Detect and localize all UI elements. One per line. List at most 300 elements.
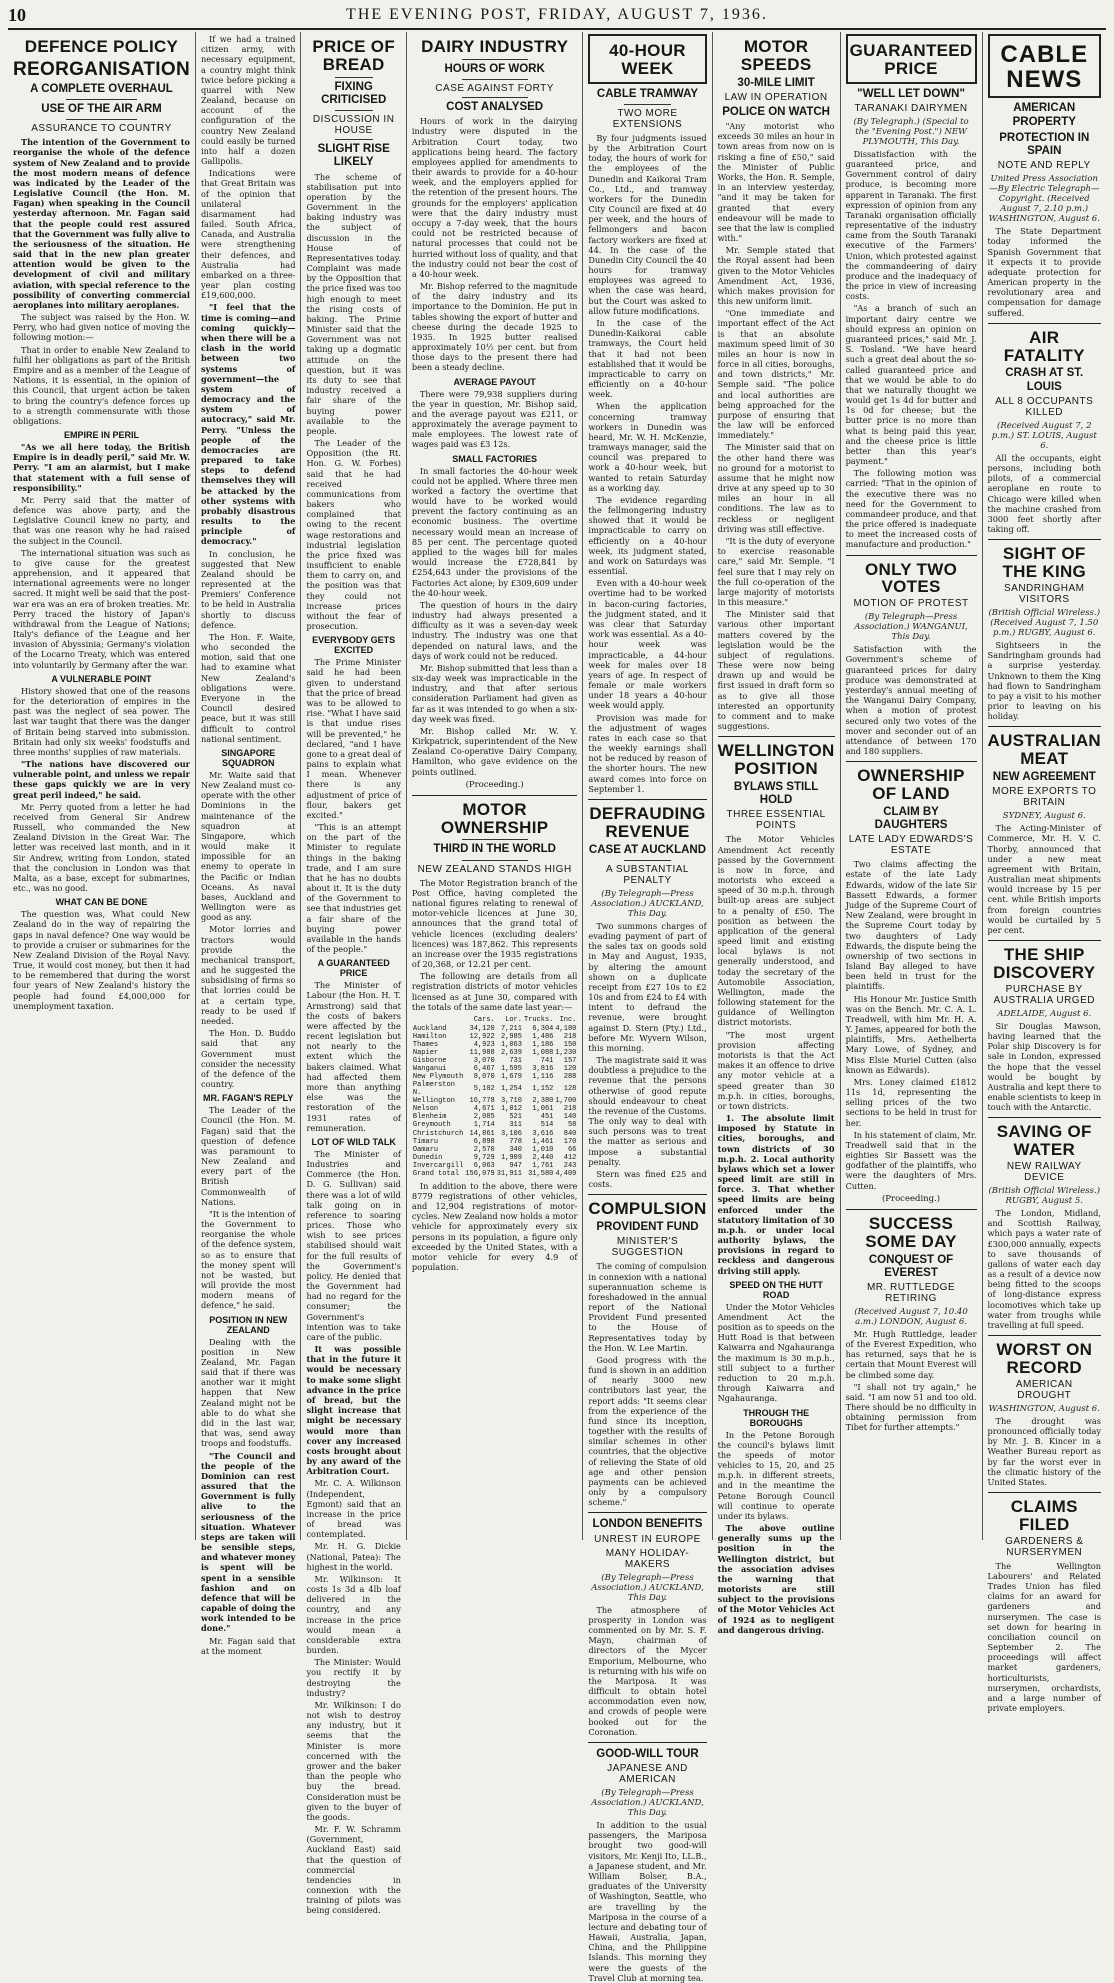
subhead-2: TARANAKI DAIRYMEN [854, 102, 968, 114]
columns [8, 32, 1106, 1983]
column-defence-policy [8, 32, 195, 1540]
table-cell: 8,070 [473, 1073, 495, 1082]
subhead: FIXING CRITICISED [321, 80, 387, 106]
table-cell: 741 [540, 1057, 554, 1066]
table-cell: Auckland [412, 1024, 447, 1033]
section-heading: EMPIRE IN PERIL [63, 430, 139, 441]
article-paragraph: The State Department today informed the Spanish Government that it expects it to provide adequate protection for American property in the revolutionary area and compensation for damage suffered. [987, 226, 1102, 318]
section-heading: EVERYBODY GETS EXCITED [312, 635, 396, 656]
section-heading: WHAT CAN BE DONE [55, 897, 148, 908]
subhead-2: MORE EXPORTS TO BRITAIN [992, 786, 1097, 809]
table-cell: 288 [563, 1073, 577, 1082]
table-row [412, 1146, 577, 1154]
table-cell: 3,106 [500, 1129, 522, 1138]
subhead-2: LATE LADY EDWARDS'S ESTATE [848, 834, 974, 857]
table-header-cell: Cars. [473, 1015, 495, 1024]
table-cell: 2,570 [473, 1145, 495, 1154]
table-cell: 31,580 [528, 1169, 554, 1178]
subhead-3: NOTE AND REPLY [997, 160, 1091, 172]
article-paragraph: Mr. Waite said that New Zealand must co-operate with the other Dominions in the maintenance of the squadron at Singapore, which would make it impossible for an enemy to operate in the Pacific or Indian Oceans. As naval bases, Auckland and Wellington were as good as any. [200, 769, 296, 923]
dateline: (By Telegraph.) (Special to the "Evening Post.") NEW PLYMOUTH, This Day. [853, 116, 969, 147]
table-cell: 4,923 [473, 1041, 495, 1049]
article-paragraph: The following motion was carried: "That in the opinion of the executive there was no need for the Government to commandeer produce, and that the price offered is inadequate to meet the increased costs of manufacture and production." [845, 468, 977, 550]
headline-everest: SUCCESS SOME DAY [865, 1213, 957, 1251]
article-divider [588, 1512, 706, 1513]
article-paragraph: In addition to the above, there were 8779 registrations of other vehicles, and 12,904 registrations of motor-cycles. New Zealand now holds a motor vehicle for approximately every six persons in its population, a figure only exceeded by the United States, with a motor vehicle for every 4.9 of population. [411, 1180, 578, 1273]
table-cell: 1,088 [532, 1049, 554, 1058]
article-divider [846, 555, 977, 556]
article-divider [988, 1335, 1102, 1336]
article-divider [988, 1117, 1102, 1118]
table-row [412, 1097, 577, 1105]
table-row [412, 1049, 577, 1057]
headline-discovery: THE SHIP DISCOVERY [993, 945, 1096, 982]
article-paragraph: The Hon. D. Buddo said that any Government must consider the necessity of the defence of the country. [200, 1028, 296, 1090]
table-header-cell: Lor. [505, 1015, 522, 1024]
headline: CABLE NEWS [1000, 41, 1089, 94]
table-cell: 840 [563, 1129, 577, 1138]
article-paragraph: The magistrate said it was doubtless a prejudice to the revenue that the persons otherwise of good repute should endeavour to cheat the revenue of the Customs. The only way to deal with such persons was to treat the matter as serious and impose a substantial penalty. [588, 1055, 707, 1167]
column-motor-speeds [712, 32, 840, 1635]
subhead: JAPANESE AND AMERICAN [607, 1763, 688, 1786]
table-cell: 3,710 [500, 1097, 522, 1106]
table-cell: Oamaru [412, 1145, 439, 1154]
subhead: BYLAWS STILL HOLD [733, 780, 819, 807]
headline-wellington: WELLINGTON POSITION [717, 741, 835, 779]
column-price-of-bread [300, 32, 405, 1916]
table-cell: Nelson [412, 1105, 439, 1114]
subhead: AMERICAN PROPERTY [1012, 102, 1076, 128]
divider [335, 110, 373, 111]
table-cell: 218 [563, 1032, 577, 1041]
table-row [412, 1033, 577, 1041]
column-dairy-industry [406, 32, 582, 1540]
headline-drought: WORST ON RECORD [996, 1340, 1093, 1377]
table-cell: 11,988 [469, 1049, 495, 1058]
article-paragraph: Mr. F. W. Schramm (Government, Auckland East) said that the question of commercial tendencies in connexion with the training of pilots was being considered. [306, 1824, 401, 1916]
dateline: (Received August 7, 10.40 a.m.) LONDON, August 6. [854, 1306, 968, 1327]
divider [624, 860, 671, 861]
subhead: CONQUEST OF EVEREST [868, 1253, 954, 1279]
table-cell: 58 [567, 1121, 577, 1130]
subhead: NEW RAILWAY DEVICE [1006, 1161, 1082, 1184]
table-cell: 1,061 [532, 1105, 554, 1114]
table-cell: 2,440 [532, 1153, 554, 1162]
headline-box [588, 34, 706, 84]
table-cell: 311 [509, 1121, 522, 1130]
article-paragraph: All the occupants, eight persons, including both pilots, of a commercial aeroplane en route to Chicago were killed when the machine crashed from 3000 feet shortly after taking off. [987, 452, 1102, 535]
section-heading: POSITION IN NEW ZEALAND [209, 1314, 288, 1335]
article-paragraph: If we had a trained citizen army, with necessary equipment, a country might think twice before picking a quarrel with New Zealand, because on account of the configuration of the country New Zealand could easily be turned into half a dozen Gallipolis. [200, 34, 296, 167]
table-cell: 1,186 [532, 1041, 554, 1049]
subhead: PURCHASE BY AUSTRALIA URGED [993, 983, 1095, 1006]
table-cell: 6,898 [473, 1137, 495, 1146]
article-paragraph: Satisfaction with the Government's scheme of guaranteed prices for dairy produce was demonstrated at yesterday's annual meeting of the Wanganui Dairy Company, when a motion of protest secured only two votes of the mover and seconder out of an attendance of between 170 and 180 suppliers. [845, 644, 977, 757]
table-cell: 3,070 [473, 1057, 495, 1066]
headline-king: SIGHT OF THE KING [1002, 544, 1087, 582]
article-paragraph: "I shall not try again," he said. "I am now 51 and too old. There should be no difficulty in obtaining permission from Tibet for further attempts." [845, 1381, 977, 1433]
table-cell: Napier [412, 1049, 439, 1058]
article-paragraph: "It is the duty of everyone to exercise reasonable care," said Mr. Semple. "I feel sure that I may rely on the full co-operation of the large majority of motorists in this measure." [717, 536, 835, 608]
article-divider [412, 795, 577, 796]
table-cell: 1,063 [500, 1041, 522, 1049]
divider [462, 59, 528, 60]
dateline: United Press Association—By Electric Telegraph—Copyright. (Received August 7, 2.10 p.m.) WASHINGTON, August 6. [988, 174, 1100, 225]
table-cell: 521 [509, 1113, 522, 1122]
subhead-2: CASE AGAINST FORTY [435, 83, 554, 95]
table-cell: 778 [509, 1137, 522, 1146]
headline-box [846, 34, 977, 84]
table-cell: 170 [563, 1137, 577, 1146]
article-paragraph: Mr. Perry said that the matter of defence was above party, and the Legislative Council knew no party, and that was one reason why he had raised the subject in the Council. [13, 494, 190, 546]
table-row [412, 1065, 577, 1073]
article-paragraph: Dealing with the position in New Zealand, Mr. Fagan said that if there was another war it might happen that New Zealand might not be able to do what she did in the last war, that was, send away troops and foodstuffs. [200, 1336, 296, 1449]
subhead-2: MR. RUTTLEDGE RETIRING [866, 1281, 956, 1304]
table-cell: Grand total [412, 1169, 460, 1178]
table-cell: Wellington [412, 1097, 455, 1106]
table-cell: Timaru [412, 1137, 439, 1146]
article-paragraph: 1. The absolute limit imposed by Statute in cities, boroughs, and town districts of 30 m.p.h. 2. Local authority bylaws which set a lower speed limit are still in force. 3. That whether speed limits are being enforced under the statutory limitation of 30 m.p.h. or under local authority bylaws, the provisions in regard to reckless and dangerous driving still apply. [717, 1113, 835, 1276]
table-cell: New Plymouth [412, 1073, 464, 1082]
table-cell: 5,102 [473, 1085, 495, 1094]
article-paragraph: The Prime Minister said he had been given to understand that the price of bread was to be allowed to rise. "What I have said is that undue rises will be prevented," he declared, "and I have gone to a great deal of pains to explain what I mean. Whenever there is any adjustment of price of flour, bakers get excited." [306, 657, 401, 820]
table-row [412, 1041, 577, 1049]
table-cell: 6,304 [532, 1024, 554, 1033]
table-cell: 731 [509, 1057, 522, 1066]
article-paragraph: Provision was made for the adjustment of wages rates in each case so that the weekly earnings shall not be reduced by reason of the shorter hours. The new award comes into force on September 1. [588, 712, 707, 794]
article-paragraph: Indications were that Great Britain was of the opinion that unilateral disarmament had failed. South Africa, Canada, and Australia were strengthening their defences, and Australia had embarked on a three-year plan costing £19,600,000. [200, 168, 296, 301]
article-paragraph: Two claims affecting the estate of the late Lady Edwards, widow of the late Sir Bassett Edwards, a former Judge of the Supreme Court of New Zealand, were brought in the Supreme Court today by two daughters of Lady Edwards, the dispute being the ownership of two sections in Island Bay alleged to have been held in trust for the plaintiffs. [845, 859, 977, 992]
headline-2: REORGANISATION [13, 58, 190, 80]
headline-box [988, 34, 1102, 98]
article-paragraph: Mr. Wilkinson: I do not wish to destroy any industry, but it seems that the Minister is more concerned with the grower and the baker than the people who buy the bread. Consideration must be given to the buyer of the goods. [306, 1699, 401, 1822]
subhead: CASE AT AUCKLAND [588, 843, 707, 856]
table-header-cell [412, 1015, 464, 1025]
headline-london: LONDON BENEFITS [592, 1518, 703, 1531]
article-paragraph: Mr. Hugh Ruttledge, leader of the Everest Expedition, who has returned, says that he is certain that Mount Everest will be climbed some day. [845, 1328, 977, 1380]
article-paragraph: Sir Douglas Mawson, having learned that the Polar ship Discovery is for sale in London, expressed the hope that the vessel would be bought by Australia and kept there to enable scientists to keep in touch with the Antarctic. [987, 1020, 1102, 1113]
headline-air-fatality: AIR FATALITY [1003, 327, 1085, 365]
table-cell: 243 [563, 1161, 577, 1170]
article-paragraph: The Wellington Labourers' and Related Trades Union has filed claims for an award for gardeners and nurserymen. The case is set down for hearing in conciliation council on September 2. The proceedings will affect market gardeners, horticulturists, nurserymen, orchardists, and a large number of private employers. [987, 1560, 1102, 1714]
section-heading: SINGAPORE SQUADRON [221, 747, 276, 768]
headline: DEFENCE POLICY [24, 37, 179, 56]
article-paragraph: Under the Motor Vehicles Amendment Act the position as to speeds on the Hutt Road is that between Kaiwarra and Ngahauranga the maximum is 30 m.p.h., still subject to a further reduction to 20 m.p.h. through Kaiwarra and Ngahauranga. [717, 1301, 835, 1404]
article-paragraph: Mr. Perry quoted from a letter he had received from General Sir Andrew Russell, who commanded the New Zealand Division in the Great War. The letter was received last month, and in it Sir Andrew, writing from London, stated that the conclusion in London was that Malta, as a base, except for submarines, etc., was no good. [13, 801, 190, 894]
article-paragraph: Mr. Semple stated that the Royal assent had been given to the Motor Vehicles Amendment Act, 1936, which makes provision for this new uniform limit. [717, 245, 835, 307]
article-paragraph: The evidence regarding the fellmongering industry showed that it would be impracticable to carry on efficiently on a 40-hour week, its judgment stated, and work on Saturdays was essential. [588, 494, 707, 577]
table-cell: 1,116 [532, 1073, 554, 1082]
headline-ownership: OWNERSHIP OF LAND [857, 766, 965, 804]
article-paragraph: The Minister of Labour (the Hon. H. T. Armstrong) said that the costs of bakers were affected by the recent legislation but not nearly to the extent which the bakers claimed. What had affected them more than anything else was the restoration of the 1931 rates of remuneration. [306, 980, 401, 1133]
subhead: SANDRINGHAM VISITORS [1004, 582, 1085, 605]
article-paragraph: By four judgments issued by the Arbitration Court today, the hours of work for the employees of the Dunedin and Kaikorai Tram Co., Ltd., and tramway workers for the Dunedin City Council are fixed at 40 per week, and the hours of fellmongers and bacon factory workers are fixed at 44. In the case of the Dunedin City Council the 40 hours for tramway employees was agreed to when the case was heard, but the Court was asked to allow future modifications. [588, 132, 707, 316]
column-defence-continued [195, 32, 300, 1656]
article-paragraph: The subject was raised by the Hon. W. Perry, who had given notice of moving the following motion:— [13, 312, 190, 343]
article-paragraph: Two summons charges of evading payment of part of the sales tax on goods sold in May and August, 1935, by altering the amount shown on a duplicate receipt from £27 10s to £2 10s and from £24 to £4 with intent to defraud the revenue, were brought against D. Stern (Pty.) Ltd., before Mr. Wyvern Wilson, this morning. [588, 920, 707, 1053]
article-paragraph: When the application concerning tramway workers in Dunedin was heard, Mr. W. H. McKenzie, tramways manager, said the council was prepared to work a 40-hour week, but wanted to retain Saturday as a working day. [588, 401, 707, 493]
section-heading: AVERAGE PAYOUT [453, 376, 536, 387]
subhead-2: TWO MORE EXTENSIONS [612, 107, 683, 130]
section-heading: SPEED ON THE HUTT ROAD [729, 1279, 823, 1300]
table-cell: 451 [540, 1113, 554, 1122]
table-header-cell: Inc. [559, 1015, 577, 1024]
divider [66, 119, 137, 120]
article-divider [588, 1194, 706, 1195]
table-cell: 150 [563, 1041, 577, 1049]
subhead-2: A SUBSTANTIAL PENALTY [605, 863, 689, 886]
article-paragraph: It was possible that in the future it would be necessary to make some slight advance in the price of bread, but the slight increase that might be necessary would more than cover any increased costs brought about by any award of the Arbitration Court. [306, 1344, 401, 1477]
subhead: GARDENERS & NURSERYMEN [1005, 1535, 1084, 1558]
article-divider [588, 799, 706, 800]
article-paragraph: The Motor Vehicles Amendment Act recently passed by the Government is now in force, and motorists who exceed a speed of 30 m.p.h. through built-up areas are subject to a penalty of £50. The position as between the application of the general speed limit and existing local bylaws is not generally understood, and today the secretary of the Automobile Association, Wellington, made the following statement for the guidance of Wellington district motorists. [717, 834, 835, 1028]
subhead-3: ASSURANCE TO COUNTRY [31, 123, 172, 135]
table-row [412, 1081, 577, 1097]
table-cell: Thames [412, 1041, 439, 1049]
subhead-3: POLICE ON WATCH [722, 105, 830, 118]
article-paragraph: Mr. Fagan said that at the moment [200, 1635, 296, 1656]
article-paragraph: "It is the intention of the Government to reorganise the whole of the defence system, so as to ensure that the money spent will not be wasted, but will provide the most modern means of defence," he said. [200, 1208, 296, 1311]
column-cable-news [982, 32, 1107, 1714]
dateline: SYDNEY, August 6. [1002, 811, 1086, 822]
table-cell: 2,085 [473, 1113, 495, 1122]
article-paragraph: The international situation was such as to give cause for the greatest apprehension, and it appeared that international agreements were no longer sacred. It might well be said that the post-war era was an era of broken treaties. Mr. Perry traced the history of Japan's withdrawal from the League of Nations; Italy's defiance of the League and her invasion of Abyssinia; Germany's violation of the Locarno Treaty, which was entered into voluntarily by Germany after the war. [13, 547, 190, 670]
subhead: "WELL LET DOWN" [857, 87, 965, 100]
article-divider [846, 761, 977, 762]
article-paragraph: The Minister said that on the other hand there was no ground for a motorist to assume that he might now drive at any speed up to 30 miles an hour in all conditions. The law as to reckless or negligent driving was still effective. [717, 442, 835, 534]
registration-table [412, 1015, 577, 1178]
table-cell: 9,729 [473, 1153, 495, 1162]
article-paragraph: In small factories the 40-hour week could not be applied. Where three men worked a factory the overtime that would have to be worked would prevent the factory continuing as an economic business. The overtime necessary would mean an increase of 85 per cent. The percentage quoted applied to the wages bill for males would increase the £728,841 by £254,643 under the provisions of the Factories Act alone; by £309,609 under the 40-hour week. [411, 465, 578, 598]
table-row [412, 1105, 577, 1113]
subhead-2: LAW IN OPERATION [724, 91, 828, 103]
table-total-row [412, 1170, 577, 1178]
table-cell: 2,985 [500, 1032, 522, 1041]
headline-water: SAVING OF WATER [996, 1122, 1092, 1160]
table-cell: 514 [540, 1121, 554, 1130]
article-paragraph: Sightseers in the Sandringham grounds had a surprise yesterday. Unknown to them the King had flown to Sandringham to pay a visit to his mother prior to leaving on his holiday. [987, 639, 1102, 722]
table-cell: 1,230 [555, 1049, 577, 1058]
article-paragraph: The question of hours in the dairy industry had always presented a difficulty as it was a seven-day week industry. The industry was one that depended on natural laws, and the days of work could not be reduced. [411, 599, 578, 661]
article-paragraph: Mr. Bishop submitted that less than a six-day week was impracticable in the industry, and that after serious consideration Parliament had given as far as it was intended to go when a six-day week was fixed. [411, 662, 578, 724]
table-cell: 2,380 [532, 1097, 554, 1106]
article-paragraph: "As a branch of such an important dairy centre we should express an opinion on guaranteed prices," said Mr. J. S. Tosland. "We have heard such a great deal about the so-called guaranteed price and that we would be able to do that we naturally thought we would get 1s 4d for butter and 1s 0d for cheese; but the butter price is no more than what is being paid this year, and the cheese price is little better than this year's payment." [845, 303, 977, 467]
article-paragraph: Stern was fined £25 and costs. [588, 1168, 707, 1190]
article-divider [988, 940, 1102, 941]
subhead: CRASH AT ST. LOUIS [1005, 367, 1084, 393]
section-heading: MR. FAGAN'S REPLY [203, 1093, 294, 1104]
newspaper-title: THE EVENING POST, FRIDAY, AUGUST 7, 1936. [346, 6, 768, 23]
dateline: (British Official Wireless.) RUGBY, August 5. [988, 1186, 1101, 1207]
dateline: (By Telegraph—Press Association.) AUCKLAND, This Day. [591, 1788, 704, 1819]
article-paragraph: "The most urgent provision affecting motorists is that the Act makes it an offence to drive any motor vehicle at a speed greater than 30 m.p.h. in cities, boroughs, or town districts. [717, 1029, 835, 1111]
subhead-2: THREE ESSENTIAL POINTS [726, 809, 826, 832]
proceeding-note: (Proceeding.) [881, 1193, 941, 1204]
article-divider [988, 1492, 1102, 1493]
dateline: (By Telegraph—Press Association.) AUCKLAND, This Day. [591, 1572, 704, 1603]
divider [335, 77, 373, 78]
subhead-2: ALL 8 OCCUPANTS KILLED [995, 395, 1094, 418]
article-divider [988, 539, 1102, 540]
table-row [412, 1121, 577, 1129]
table-row [412, 1130, 577, 1138]
table-row [412, 1025, 577, 1033]
article-paragraph: Mrs. Loney claimed £1812 11s 1d, representing the selling prices of the two sections to be held in trust for her. [845, 1076, 977, 1128]
table-row [412, 1113, 577, 1121]
article-paragraph: The following are details from all registration districts of motor vehicles licensed as at June 30, compared with the totals of the same date last year:— [411, 971, 578, 1012]
subhead-3: SLIGHT RISE LIKELY [317, 143, 390, 169]
subhead-2: USE OF THE AIR ARM [41, 103, 162, 115]
article-paragraph: The Leader of the Opposition (the Rt. Hon. G. W. Forbes) said that he had received communications from bakers who complained that owing to the recent wage restorations and industrial legislation the price fixed was insufficient to enable them to carry on, and the position was that they could not increase prices without the fear of prosecution. [306, 438, 401, 632]
dateline: (Received August 7, 2 p.m.) ST. LOUIS, August 6. [991, 420, 1097, 451]
section-heading: SMALL FACTORIES [452, 453, 537, 464]
table-cell: Wanganui [412, 1065, 447, 1074]
article-divider [588, 1742, 706, 1743]
table-cell: 4,180 [555, 1024, 577, 1033]
table-header-row [412, 1015, 577, 1025]
article-paragraph: Mr. Bishop referred to the magnitude of the dairy industry and its importance to the Dominion. He put in tables showing the export of butter and cheese during the decade 1925 to 1935. In 1925 butter realised approximately 10½ per cent. but from those days to the present there had been a steady decline. [411, 281, 578, 373]
article-divider [988, 726, 1102, 727]
headline-two-votes: ONLY TWO VOTES [864, 559, 958, 597]
table-cell: 1,152 [532, 1085, 554, 1094]
headline: MOTOR SPEEDS [740, 37, 812, 74]
dateline: (British Official Wireless.) (Received August 7, 1.50 p.m.) RUGBY, August 6. [988, 607, 1101, 638]
article-paragraph: The above outline generally sums up the position in the Wellington district, but the association advises the warning that motorists are still subject to the provisions of the Motor Vehicles Act of 1924 as to negligent and dangerous driving. [717, 1523, 835, 1635]
subhead-2: MANY HOLIDAY-MAKERS [605, 1547, 690, 1570]
headline-defrauding: DEFRAUDING REVENUE [589, 803, 706, 841]
table-cell: Gisborne [412, 1057, 447, 1066]
section-heading: THROUGH THE BOROUGHS [743, 1407, 810, 1428]
table-cell: 4,409 [555, 1169, 577, 1178]
article-paragraph: The Leader of the Council (the Hon. M. Fagan) said that the question of defence was paramount to New Zealand and every part of the British Commonwealth of Nations. [200, 1105, 296, 1207]
article-paragraph: "The nations have discovered our vulnerable point, and unless we repair these gaps quickly we are in very great peril indeed," he said. [13, 759, 190, 800]
article-paragraph: "This is an attempt on the part of the Minister to regulate things in the baking trade, and I am sure that he has no doubts about it. It is the duty of the Government to see that industries get a fair share of the buying power available in the hands of the people." [306, 822, 401, 955]
article-paragraph: That in order to enable New Zealand to fulfil her obligations as part of the British Empire and as a member of the League of Nations, it is essential, in the opinion of this Council, that urgent action be taken to bring the country's defence forces up to a strength commensurate with those obligations. [13, 344, 190, 426]
article-divider [846, 1209, 977, 1210]
article-paragraph: In his statement of claim, Mr. Treadwell said that in the eighties Sir Bassett was the godfather of the plaintiffs, who were the daughters of Mrs. Cutten. [845, 1129, 977, 1191]
subhead: 30-MILE LIMIT [737, 76, 815, 89]
subhead: A COMPLETE OVERHAUL [30, 82, 173, 95]
subhead-2: MINISTER'S SUGGESTION [611, 1236, 684, 1259]
article-paragraph: The scheme of stabilisation put into operation by the Government in the baking industry was the subject of discussion in the House of Representatives today. Complaint was made by the Opposition that the price fixed was too high enough to meet the rising costs of baking. The Prime Minister said that the Government was not taking up a dogmatic attitude on the question, but it was its duty to see that industry received a fair share of the buying power available to the people. [306, 171, 401, 436]
table-cell: 4,671 [473, 1105, 495, 1114]
article-paragraph: There were 79,938 suppliers during the year in question, Mr. Bishop said, and the average payout was £211, or approximately the average payment to male employees. The lowest rate of wages paid was £3 12s. [411, 388, 578, 450]
headline: GUARANTEED PRICE [849, 41, 973, 78]
table-cell: 6,063 [473, 1161, 495, 1170]
table-cell: 1,761 [532, 1161, 554, 1170]
headline: DAIRY INDUSTRY [421, 37, 569, 56]
table-cell: 1,010 [532, 1145, 554, 1154]
subhead: PROVIDENT FUND [596, 1221, 699, 1234]
headline-motor-ownership: MOTOR OWNERSHIP [440, 799, 549, 837]
article-paragraph: The Motor Registration branch of the Post Office, having completed the national figures relating to renewal of motor-vehicle licences at June 30, announces that the grand total of vehicle licences (excluding dealers' licences) was 187,862. This represents an increase over the 1935 registrations of 20,368, or 12.21 per cent. [411, 877, 578, 970]
table-cell: 1,909 [500, 1153, 522, 1162]
table-cell: 3,816 [532, 1065, 554, 1074]
section-heading: LOT OF WILD TALK [311, 1136, 396, 1147]
headline: 40-HOUR WEEK [609, 41, 686, 78]
table-cell: 1,486 [532, 1032, 554, 1041]
column-forty-hour-week [582, 32, 711, 1983]
article-paragraph: Mr. Wilkinson: It costs 1s 3d a 4lb loaf delivered in the country, and any increase in the price would mean a considerable extra burden. [306, 1573, 401, 1656]
table-cell: 7,211 [500, 1024, 522, 1033]
table-cell: 3,616 [532, 1129, 554, 1138]
article-paragraph: His Honour Mr. Justice Smith was on the Bench. Mr. C. A. L. Treadwell, with him Mr. H. A. Y. James, appeared for both the plaintiffs, Mrs. Aethelberta Mary Lowe, of Sydney, and Miss Elsie Muriel Cutten (also known as Edwards). [845, 993, 977, 1075]
article-lead: The intention of the Government to reorganise the whole of the defence system of New Zealand and to provide the most modern means of defence was indicated by the Leader of the Legislative Council (the Hon. M. Fagan) when speaking in the Council yesterday afternoon. Mr. Fagan said that the people could rest assured that the Government was fully alive to the seriousness of the situation. He said that in the new plan greater attention would be given to the development of civil and military aviation, with special reference to the possibility of converting commercial aeroplanes into military aeroplanes. [13, 137, 190, 310]
table-cell: 66 [567, 1145, 577, 1154]
divider [462, 79, 528, 80]
headline-compulsion: COMPULSION [588, 1199, 707, 1219]
subhead: CLAIM BY DAUGHTERS [874, 805, 948, 832]
table-cell: 947 [509, 1161, 522, 1170]
dateline: WASHINGTON, August 6. [988, 1403, 1100, 1414]
table-cell: 1,595 [500, 1065, 522, 1074]
subhead: AMERICAN DROUGHT [1015, 1378, 1073, 1401]
table-cell: Invercargill [412, 1161, 464, 1170]
proceeding-note: (Proceeding.) [465, 779, 524, 790]
table-cell: 1,461 [532, 1137, 554, 1146]
subhead-3: COST ANALYSED [446, 101, 544, 114]
article-paragraph: In the Petone Borough the council's bylaws limit the speeds of motor vehicles to 15, 20, and 25 m.p.h. in different streets, and in the meantime the Petone Borough Council will continue to operate under its bylaws. [717, 1429, 835, 1521]
article-paragraph: The London, Midland, and Scottish Railway, which pays a water rate of £300,000 annually, expects to save thousands of gallons of water each day as a result of a device now being fitted to the scoops of long-distance express locomotives which take up water from troughs while travelling at full speed. [987, 1208, 1102, 1330]
table-cell: Palmerston N. [412, 1081, 455, 1098]
article-paragraph: In the case of the Dunedin-Kaikorai cable tramways, the Court held that it had not been established that it would be impracticable to carry on efficiently on a 40-hour week. [588, 318, 707, 400]
article-paragraph: In addition to the usual passengers, the Mariposa brought two good-will visitors, Mr. Kenji Ito, LL.B., a Japanese student, and Mr. William Bolser, B.A., graduates of the University of Washington, Seattle, who are travelling by the Mariposa in the course of a lecture and debating tour of Hawaii, Australia, Japan, China, and the Philippine Islands. This morning they were the guests of the Travel Club at morning tea. [588, 1820, 707, 1983]
article-paragraph: In conclusion, he suggested that New Zealand should be represented at the Premiers' Conference to be held in Australia shortly to discuss defence. [200, 548, 296, 630]
table-row [412, 1073, 577, 1081]
article-paragraph: The Minister: Would you rectify it by destroying the industry? [306, 1657, 401, 1698]
table-cell: Hamilton [412, 1032, 447, 1041]
table-cell: 157 [563, 1057, 577, 1066]
table-cell: 140 [563, 1113, 577, 1122]
table-cell: 412 [563, 1153, 577, 1162]
section-heading: A GUARANTEED PRICE [317, 958, 390, 979]
article-paragraph: "The Council and the people of the Dominion can rest assured that the Government is fully alive to the seriousness of the situation. Whatever steps are taken will be sensible steps, and whatever money is spent will be spent in a sensible fashion and on defence that will be capable of doing the work intended to be done." [200, 1450, 296, 1634]
dateline: (By Telegraph—Press Association.) WANGANUI, This Day. [854, 612, 968, 643]
table-cell: Dunedin [412, 1153, 443, 1162]
table-cell: 2,639 [500, 1049, 522, 1058]
table-cell: Christchurch [412, 1129, 464, 1138]
subhead: UNREST IN EUROPE [594, 1533, 701, 1545]
article-paragraph: Mr. Bishop called Mr. W. Y. Kirkpatrick, superintendent of the New Zealand Co-operative Dairy Company, Hamilton, who gave evidence on the points outlined. [411, 725, 578, 777]
divider [335, 139, 373, 140]
headline: PRICE OF BREAD [312, 37, 396, 74]
article-paragraph: History showed that one of the reasons for the deterioration of empires in the past was the neglect of sea power. The last war taught that there was the danger of Britain being starved into submission. Britain had only six weeks' foodstuffs and three months' supplies of raw materials. [13, 685, 190, 757]
headline-goodwill: GOOD-WILL TOUR [596, 1747, 699, 1760]
table-cell: 14,861 [469, 1129, 495, 1138]
masthead [8, 0, 1106, 30]
article-paragraph: Good progress with the fund is shown in an addition of nearly 3000 new contributors last year, the report adds: "It seems clear from the experience of the fund since its inception, together with the results of similar schemes in other countries, that the objective of relieving the State of old age and other pension payments can be achieved only by a compulsory scheme." [588, 1354, 707, 1508]
table-cell: 1,679 [500, 1073, 522, 1082]
article-paragraph: Even with a 40-hour week overtime had to be worked in bacon-curing factories, the judgment stated, and it was clear that Saturday work was essential. As a 40-hour week was impracticable, a 44-hour week for males over 18 years of age. In respect of female or male workers under 18 years a 40-hour week would apply. [588, 578, 707, 711]
page-number: 10 [8, 5, 26, 25]
table-row [412, 1138, 577, 1146]
table-header-cell: Trucks. [523, 1015, 554, 1024]
section-heading: A VULNERABLE POINT [51, 673, 152, 684]
table-row [412, 1162, 577, 1170]
table-cell: Greymouth [412, 1121, 451, 1130]
table-cell: 128 [563, 1085, 577, 1094]
table-cell: Blenheim [412, 1113, 447, 1122]
table-row [412, 1057, 577, 1065]
article-paragraph: The atmosphere of prosperity in London was commented on by Mr. S. F. Mayn, chairman of directors of the Mycer Emporium, Melbourne, who is returning with his wife on the Mariposa. It was difficult to obtain hotel accommodation even now, and crowds of people were booked out for the Coronation. [588, 1604, 707, 1737]
dateline: ADELAIDE, August 6. [997, 1008, 1092, 1019]
dateline: (By Telegraph—Press Association.) AUCKLAND, This Day. [591, 888, 704, 919]
table-cell: 340 [509, 1145, 522, 1154]
divider [462, 97, 528, 98]
table-row [412, 1154, 577, 1162]
article-paragraph: The coming of compulsion in connexion with a national superannuation scheme is foreshadowed in the annual report of the National Provident Fund presented to the House of Representatives today by the Hon. W. Lee Martin. [588, 1261, 707, 1353]
table-cell: 1,254 [500, 1085, 522, 1094]
